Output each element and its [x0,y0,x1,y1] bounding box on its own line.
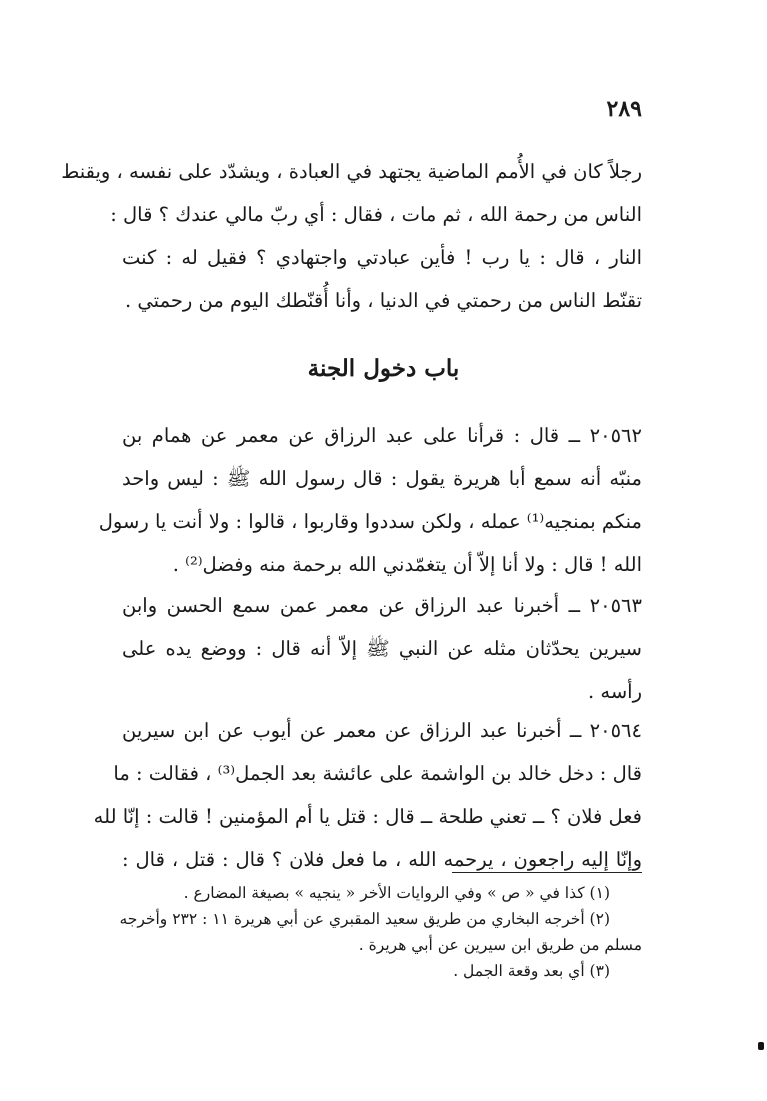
text-line: الناس من رحمة الله ، ثم مات ، فقال : أي ربّ مالي عندك ؟ قال : [110,203,642,226]
text-line: رجلاً كان في الأُمم الماضية يجتهد في العبادة ، ويشدّد على نفسه ، ويقنط [61,160,642,183]
footnote-divider [452,872,642,873]
text-line: الله ! قال : ولا أنا إلاّ أن يتغمّدني الله برحمة منه وفضل⁽²⁾ . [172,553,642,576]
hadith-20562 [98,414,642,586]
text-line: منبّه أنه سمع أبا هريرة يقول : قال رسول الله ﷺ : ليس واحد [122,467,642,490]
hadith-20564 [93,709,642,881]
footnote: (١) كذا في « ص » وفي الروايات الأخر « ينجيه » بصيغة المضارع . [183,884,610,902]
page-number: ٢٨٩ [606,96,642,122]
opening-paragraph [61,150,642,322]
hadith-20563 [122,584,642,713]
text-line: النار ، قال : يا رب ! فأين عبادتي واجتهادي ؟ فقيل له : كنت [122,246,642,269]
footnote-continuation: مسلم من طريق ابن سيرين عن أبي هريرة . [358,936,642,954]
text-line: قال : دخل خالد بن الواشمة على عائشة بعد الجمل⁽³⁾ ، فقالت : ما [113,762,642,785]
chapter-heading: باب دخول الجنة [307,355,460,382]
text-line: فعل فلان ؟ ــ تعني طلحة ــ قال : قتل يا أم المؤمنين ! قالت : إنّا لله [93,805,642,828]
text-line: ٢٠٥٦٤ ــ أخبرنا عبد الرزاق عن معمر عن أيوب عن ابن سيرين [122,719,642,742]
footnote: (٣) أي بعد وقعة الجمل . [453,962,610,980]
footnote: (٢) أخرجه البخاري من طريق سعيد المقبري عن أبي هريرة ١١ : ٢٣٢ وأخرجه [119,910,610,928]
text-line: وإنّا إليه راجعون ، يرحمه الله ، ما فعل فلان ؟ قال : قتل ، قال : [122,848,642,871]
text-line: رأسه . [587,680,642,703]
text-line: منكم بمنجيه⁽¹⁾ عمله ، ولكن سددوا وقاربوا ، قالوا : ولا أنت يا رسول [98,510,642,533]
text-line: ٢٠٥٦٣ ــ أخبرنا عبد الرزاق عن معمر عمن سمع الحسن وابن [122,594,642,617]
text-line: تقنّط الناس من رحمتي في الدنيا ، وأنا أُقنّطك اليوم من رحمتي . [125,289,642,312]
margin-mark [758,1042,764,1050]
footnotes [119,880,642,984]
text-line: سيرين يحدّثان مثله عن النبي ﷺ إلاّ أنه قال : ووضع يده على [122,637,642,660]
text-line: ٢٠٥٦٢ ــ قال : قرأنا على عبد الرزاق عن معمر عن همام بن [122,424,642,447]
